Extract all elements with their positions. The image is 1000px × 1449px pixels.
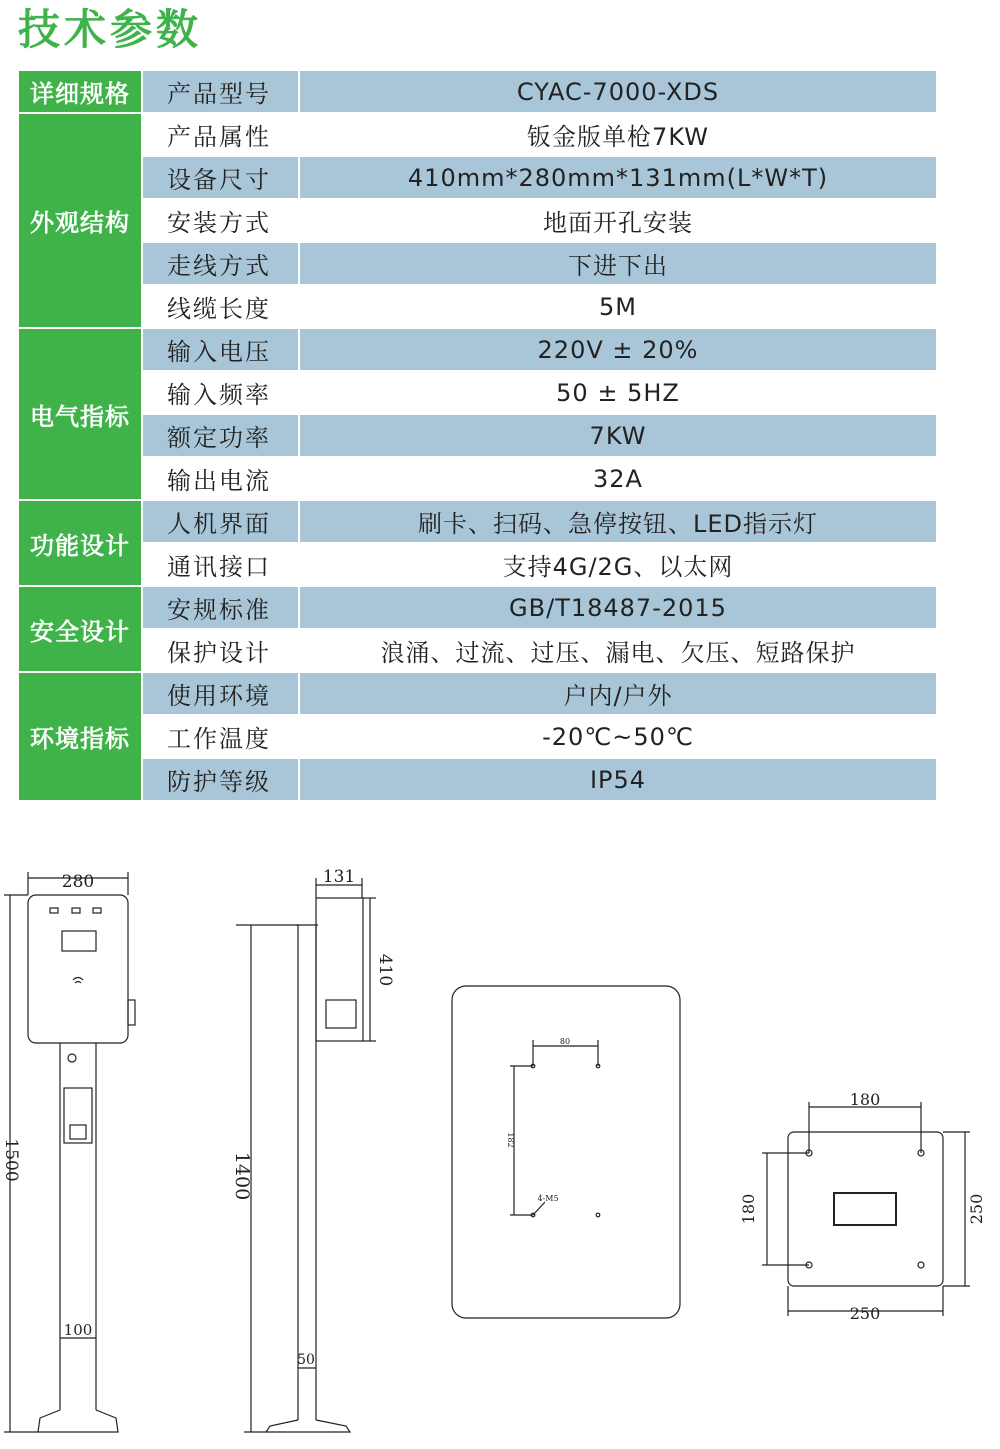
side-view-drawing: [236, 878, 376, 1432]
spec-value: 410mm*280mm*131mm(L*W*T): [299, 156, 937, 199]
back-plate-drawing: [452, 986, 680, 1318]
spec-label: 输入电压: [142, 328, 299, 371]
spec-value: 地面开孔安装: [299, 199, 937, 242]
side-depth-dim: 131: [322, 867, 356, 887]
spec-row: [18, 758, 937, 801]
spec-label: 输入频率: [142, 371, 299, 414]
base-width-dim: 250: [849, 1304, 881, 1323]
spec-value: GB/T18487-2015: [299, 586, 937, 629]
spec-label: 安规标准: [142, 586, 299, 629]
spec-row: [18, 156, 937, 199]
back-hole-spacing-x: 80: [559, 1037, 571, 1046]
spec-row: [18, 70, 937, 113]
page-title: 技术参数: [18, 5, 203, 54]
spec-label: 保护设计: [142, 629, 299, 672]
category-cell: 详细规格: [18, 70, 142, 113]
spec-value: 支持4G/2G、以太网: [299, 543, 937, 586]
front-post-width-dim: 100: [63, 1321, 93, 1339]
spec-row: [18, 113, 937, 156]
category-cell: 环境指标: [18, 672, 142, 801]
spec-label: 防护等级: [142, 758, 299, 801]
base-height-dim: 250: [967, 1193, 986, 1225]
spec-label: 工作温度: [142, 715, 299, 758]
spec-row: [18, 715, 937, 758]
front-view-drawing: [4, 872, 135, 1432]
category-cell: 外观结构: [18, 113, 142, 328]
spec-value: IP54: [299, 758, 937, 801]
spec-table: [17, 69, 938, 802]
spec-label: 线缆长度: [142, 285, 299, 328]
spec-label: 产品型号: [142, 70, 299, 113]
spec-value: 5M: [299, 285, 937, 328]
base-plate-drawing: [762, 1102, 970, 1316]
spec-row: [18, 586, 937, 629]
back-hole-spacing-y: 182: [506, 1132, 515, 1148]
category-cell: 电气指标: [18, 328, 142, 500]
spec-row: [18, 285, 937, 328]
spec-value: 7KW: [299, 414, 937, 457]
spec-row: [18, 199, 937, 242]
spec-value: -20℃~50℃: [299, 715, 937, 758]
spec-row: [18, 328, 937, 371]
spec-label: 设备尺寸: [142, 156, 299, 199]
category-cell: 功能设计: [18, 500, 142, 586]
spec-label: 输出电流: [142, 457, 299, 500]
spec-row: [18, 371, 937, 414]
side-post-height-dim: 1400: [231, 1151, 253, 1201]
category-cell: 安全设计: [18, 586, 142, 672]
spec-value: 32A: [299, 457, 937, 500]
front-height-dim: 1500: [1, 1138, 21, 1182]
spec-row: [18, 629, 937, 672]
spec-label: 产品属性: [142, 113, 299, 156]
spec-label: 使用环境: [142, 672, 299, 715]
spec-row: [18, 414, 937, 457]
side-box-height-dim: 410: [375, 953, 395, 987]
spec-value: 浪涌、过流、过压、漏电、欠压、短路保护: [299, 629, 937, 672]
spec-value: 户内/户外: [299, 672, 937, 715]
spec-label: 通讯接口: [142, 543, 299, 586]
spec-row: [18, 242, 937, 285]
spec-row: [18, 457, 937, 500]
spec-label: 额定功率: [142, 414, 299, 457]
spec-value: CYAC-7000-XDS: [299, 70, 937, 113]
spec-row: [18, 543, 937, 586]
spec-label: 安装方式: [142, 199, 299, 242]
technical-drawings: [0, 840, 1000, 1449]
spec-value: 50 ± 5HZ: [299, 371, 937, 414]
spec-label: 走线方式: [142, 242, 299, 285]
spec-row: [18, 500, 937, 543]
base-hole-y-dim: 180: [739, 1193, 758, 1225]
back-holes-label: 4-M5: [537, 1194, 559, 1203]
spec-value: 刷卡、扫码、急停按钮、LED指示灯: [299, 500, 937, 543]
spec-value: 钣金版单枪7KW: [299, 113, 937, 156]
spec-label: 人机界面: [142, 500, 299, 543]
side-post-width-dim: 50: [297, 1352, 315, 1368]
spec-row: [18, 672, 937, 715]
spec-value: 下进下出: [299, 242, 937, 285]
spec-value: 220V ± 20%: [299, 328, 937, 371]
base-hole-x-dim: 180: [849, 1090, 881, 1109]
front-width-dim: 280: [61, 872, 95, 892]
